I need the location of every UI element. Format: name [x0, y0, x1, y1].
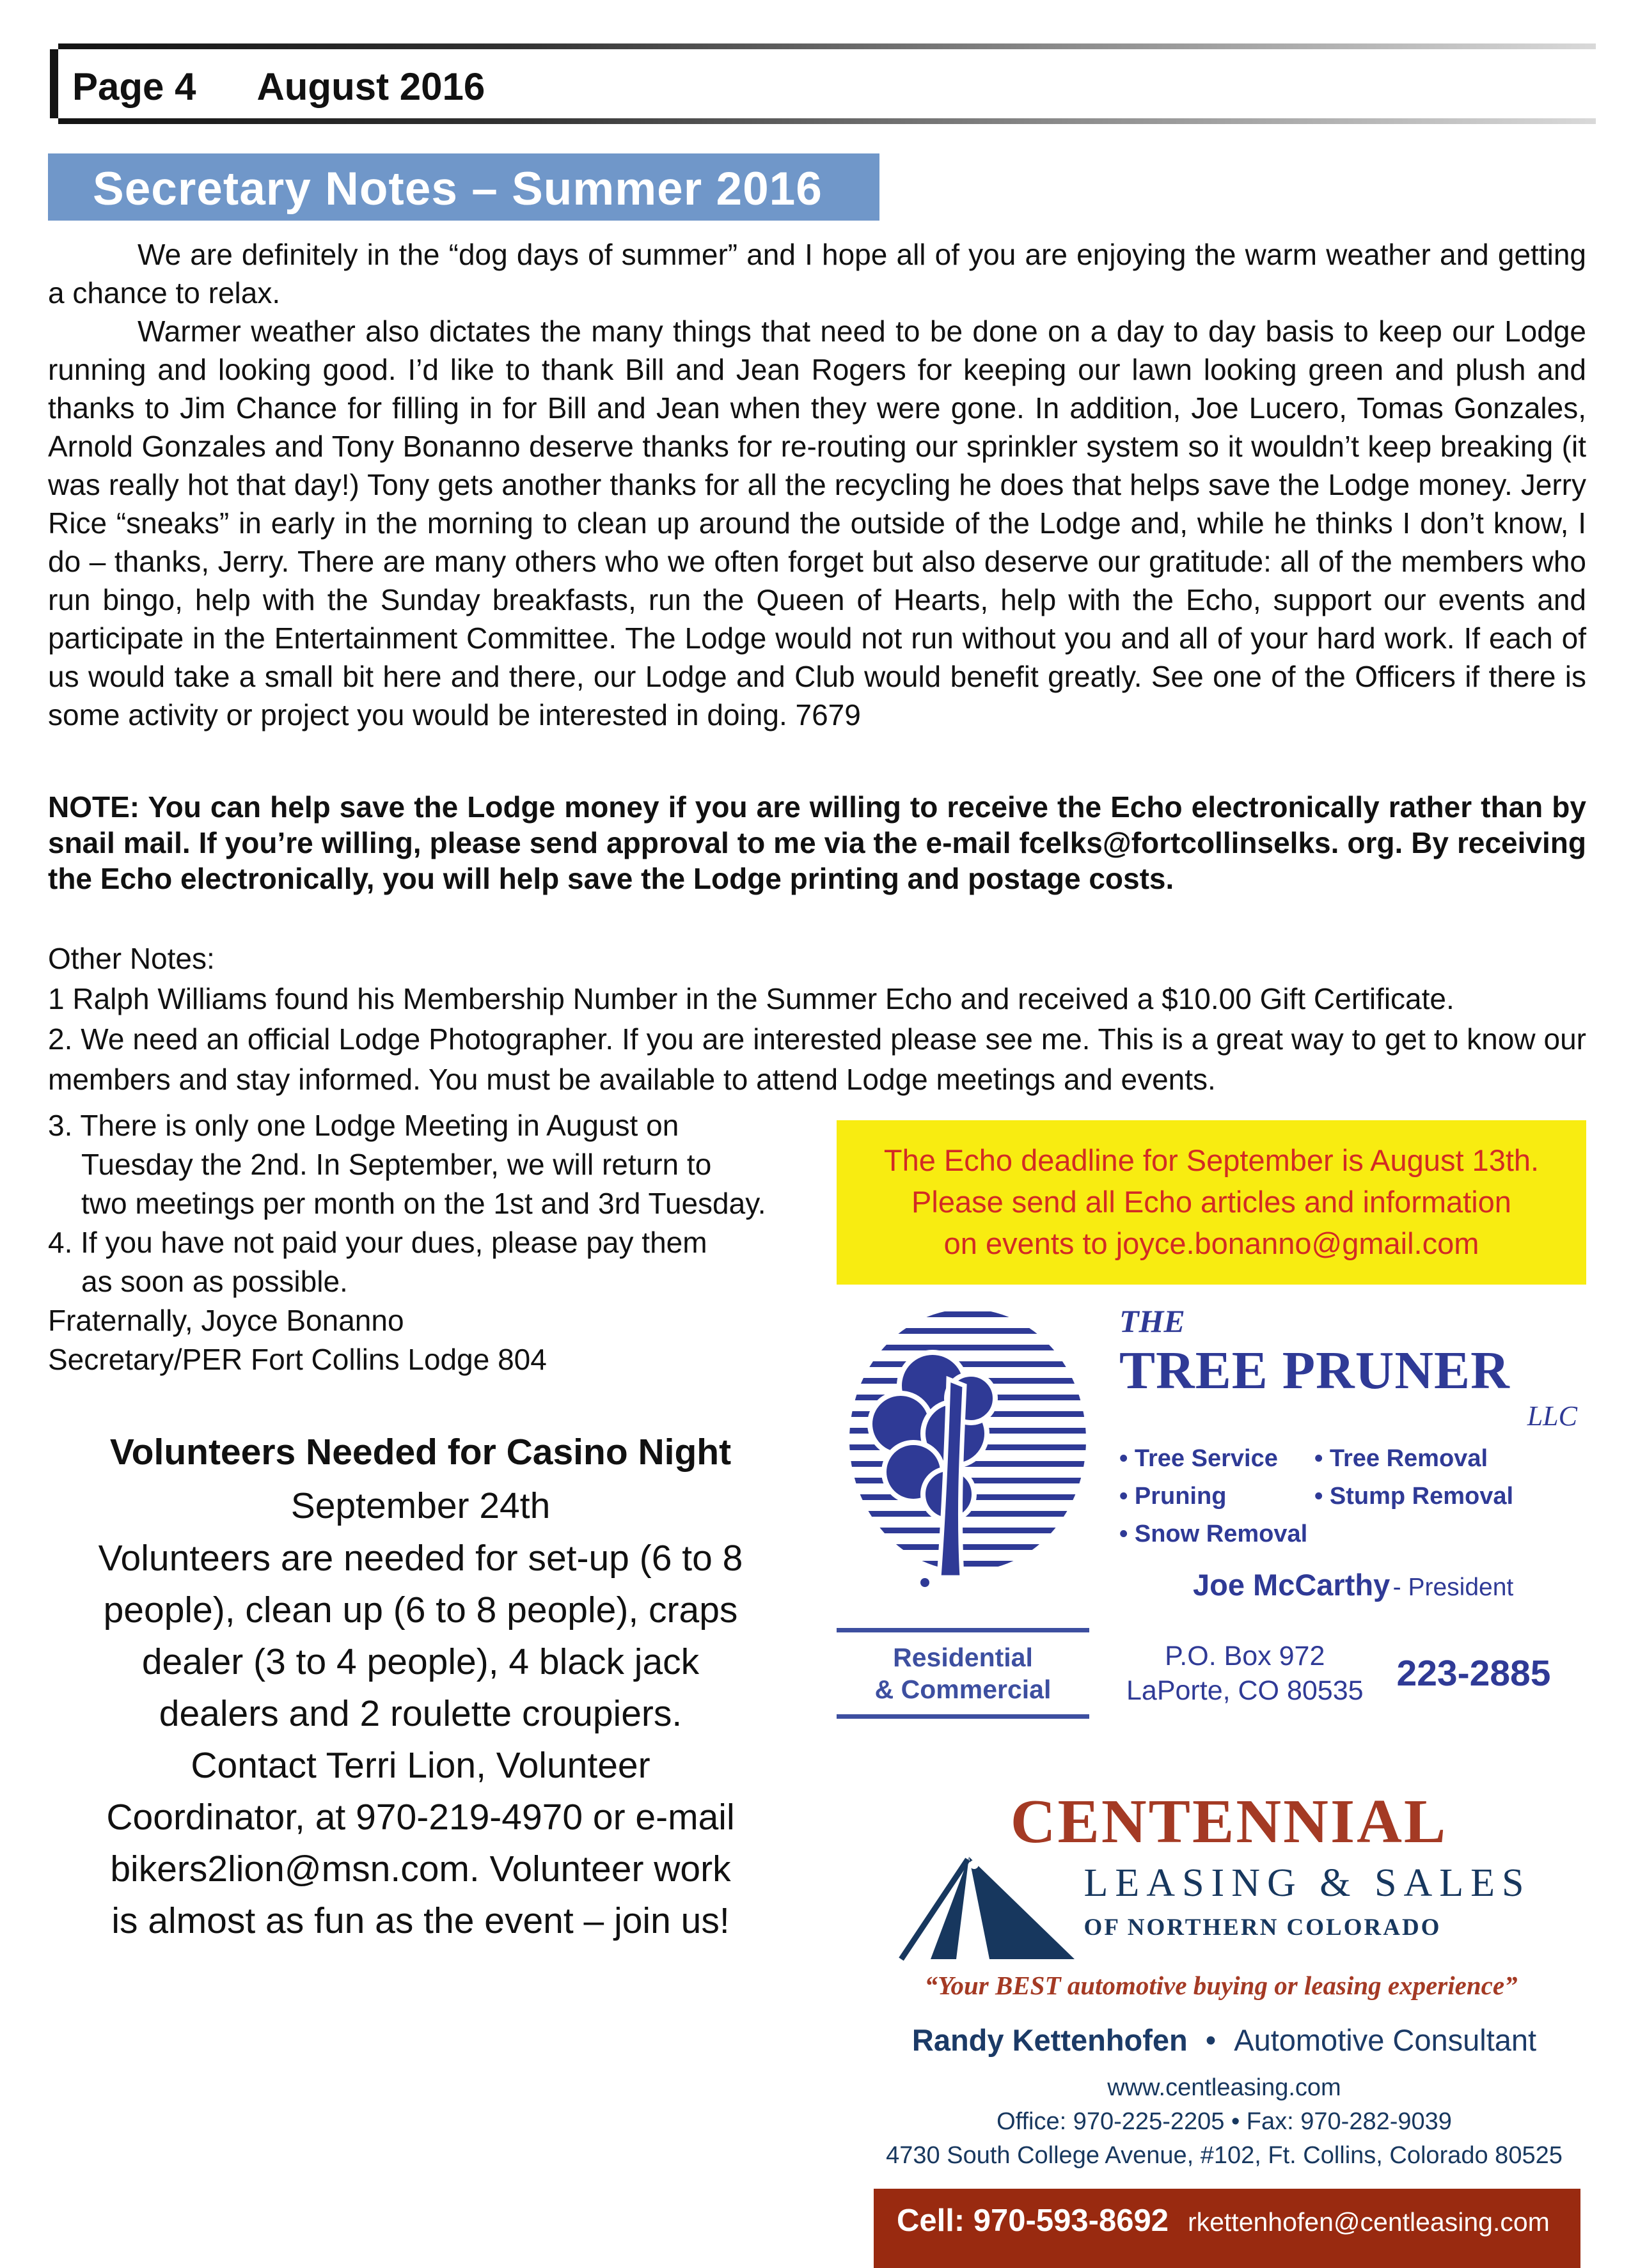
volunteers-line: dealer (3 to 4 people), 4 black jack [141, 1641, 700, 1682]
other-note-4 [48, 1223, 810, 1301]
centennial-email: rkettenhofen@centleasing.com [1187, 2207, 1550, 2237]
volunteers-title: Volunteers Needed for Casino Night [109, 1432, 732, 1473]
other-note-1: 1 Ralph Williams found his Membership Number in the Summer Echo and received a $10.00 Gift Certificate. [48, 982, 1454, 1015]
centennial-cell: Cell: 970-593-8692 [897, 2203, 1169, 2238]
service-item: • Stump Removal [1314, 1482, 1514, 1510]
other-note-4-line: as soon as possible. [81, 1265, 348, 1298]
other-note-4-line: 4. If you have not paid your dues, please pay them [48, 1226, 707, 1259]
centennial-office-fax: Office: 970-225-2205 • Fax: 970-282-9039 [997, 2108, 1452, 2135]
page-number: Page 4 [72, 65, 196, 108]
volunteers-line: Volunteers are needed for set-up (6 to 8 [98, 1538, 743, 1579]
centennial-website: www.centleasing.com [1107, 2074, 1341, 2101]
page-content [48, 235, 1586, 2268]
service-item: • Snow Removal [1119, 1520, 1308, 1547]
volunteers-line: is almost as fun as the event – join us! [111, 1900, 730, 1941]
other-note-2: 2. We need an official Lodge Photographer. If you are interested please see me. This is a great way to get to know our members and stay informed. You must be available to attend Lodge meetings and events. [48, 1022, 1586, 1096]
service-item: • Tree Removal [1314, 1444, 1488, 1472]
deadline-line: Please send all Echo articles and information [911, 1185, 1511, 1219]
section-title-bar [48, 153, 879, 221]
other-note-3-line: 3. There is only one Lodge Meeting in August on [48, 1109, 679, 1142]
centennial-logo-icon [892, 1845, 1084, 1964]
issue-date: August 2016 [256, 65, 485, 108]
left-column [48, 1106, 810, 1947]
right-column [837, 1106, 1586, 2268]
centennial-address: 4730 South College Avenue, #102, Ft. Collins, Colorado 80525 [886, 2141, 1563, 2169]
other-notes-section [48, 939, 1586, 1100]
volunteers-section [48, 1425, 793, 1947]
centennial-ad [837, 1787, 1586, 2268]
other-note-3-line: Tuesday the 2nd. In September, we will return to [81, 1148, 712, 1181]
volunteers-line: bikers2lion@msn.com. Volunteer work [110, 1849, 731, 1889]
header-top-rule [58, 43, 1596, 49]
tree-pruner-address: P.O. Box 972 LaPorte, CO 80535 [1126, 1640, 1364, 1706]
tree-pruner-ad [837, 1302, 1586, 1719]
volunteers-line: Contact Terri Lion, Volunteer [191, 1745, 650, 1786]
centennial-name: CENTENNIAL [1010, 1787, 1448, 1856]
volunteers-line: Coordinator, at 970-219-4970 or e-mail [106, 1797, 735, 1838]
centennial-cell-bar [874, 2189, 1580, 2268]
tree-pruner-name: TREE PRUNER [1119, 1341, 1510, 1400]
tree-pruner-the: THE [1119, 1303, 1185, 1339]
tree-pruner-services [1119, 1445, 1586, 1548]
paragraph-thanks: Warmer weather also dictates the many things that need to be done on a day to day basis to keep our Lodge running and looking good. I’d like to thank Bill and Jean Rogers for keeping our lawn looking green and plush and thanks to Jim Chance for filling in for Bill and Jean when they were gone. In addition, Joe Lucero, Tomas Gonzales, Arnold Gonzales and Tony Bonanno deserve thanks for re-routing our sprinkler system so it wouldn’t keep breaking (it was really hot that day!) Tony gets another thanks for all the recycling he does that helps save the Lodge money. Jerry Rice “sneaks” in early in the morning to clean up around the outside of the Lodge and, while he thinks I don’t know, I do – thanks, Jerry. There are many others who we often forget but also deserve our gratitude: all of the members who run bingo, help with the Sunday breakfasts, run the Queen of Hearts, help with the Echo, support our events and participate in the Entertainment Committee. The Lodge would not run without you and all of your hard work. If each of us would take a small bit here and there, our Lodge and Club would benefit greatly. See one of the Officers if there is some activity or project you would be interested in doing. 7679 [48, 315, 1586, 731]
service-item: • Tree Service [1119, 1444, 1278, 1472]
header-bottom-rule [58, 118, 1596, 124]
echo-deadline-box [837, 1120, 1586, 1285]
page-header [50, 49, 1596, 118]
volunteers-line: people), clean up (6 to 8 people), craps [103, 1590, 738, 1631]
signoff-title: Secretary/PER Fort Collins Lodge 804 [48, 1343, 547, 1376]
deadline-line: on events to joyce.bonanno@gmail.com [943, 1226, 1479, 1260]
note-paragraph: NOTE: You can help save the Lodge money if you are willing to receive the Echo electronically rather than by snail mail. If you’re willing, please send approval to me via the e-mail fcelks@fortcollinselks. org. By receiving the Echo electronically, you will help save the Lodge printing and postage costs. [48, 790, 1586, 895]
paragraph-intro: We are definitely in the “dog days of summer” and I hope all of you are enjoying the warm weather and getting a chance to relax. [48, 238, 1586, 309]
volunteers-line: dealers and 2 roulette croupiers. [159, 1693, 682, 1734]
tree-pruner-residential-commercial: Residential & Commercial [837, 1628, 1089, 1719]
other-note-3-line: two meetings per month on the 1st and 3rd Tuesday. [81, 1187, 766, 1220]
tree-pruner-phone: 223-2885 [1396, 1652, 1551, 1694]
other-notes-heading: Other Notes: [48, 942, 215, 975]
tree-pruner-logo-icon [837, 1302, 1112, 1593]
service-item: • Pruning [1119, 1482, 1227, 1510]
other-note-3 [48, 1106, 810, 1223]
section-title: Secretary Notes – Summer 2016 [93, 163, 823, 215]
centennial-leasing-sales: LEASING & SALES [1083, 1861, 1531, 1905]
signoff-name: Fraternally, Joyce Bonanno [48, 1304, 404, 1337]
centennial-tagline: “Your BEST automotive buying or leasing experience” [924, 1970, 1518, 2000]
centennial-region: OF NORTHERN COLORADO [1083, 1914, 1442, 1941]
tree-pruner-president: Joe McCarthy - President [1193, 1567, 1514, 1602]
tree-pruner-llc: LLC [1527, 1400, 1577, 1432]
deadline-line: The Echo deadline for September is August 13th. [883, 1143, 1540, 1177]
centennial-consultant: Randy Kettenhofen • Automotive Consultant [911, 2022, 1537, 2057]
volunteers-date: September 24th [290, 1485, 551, 1526]
